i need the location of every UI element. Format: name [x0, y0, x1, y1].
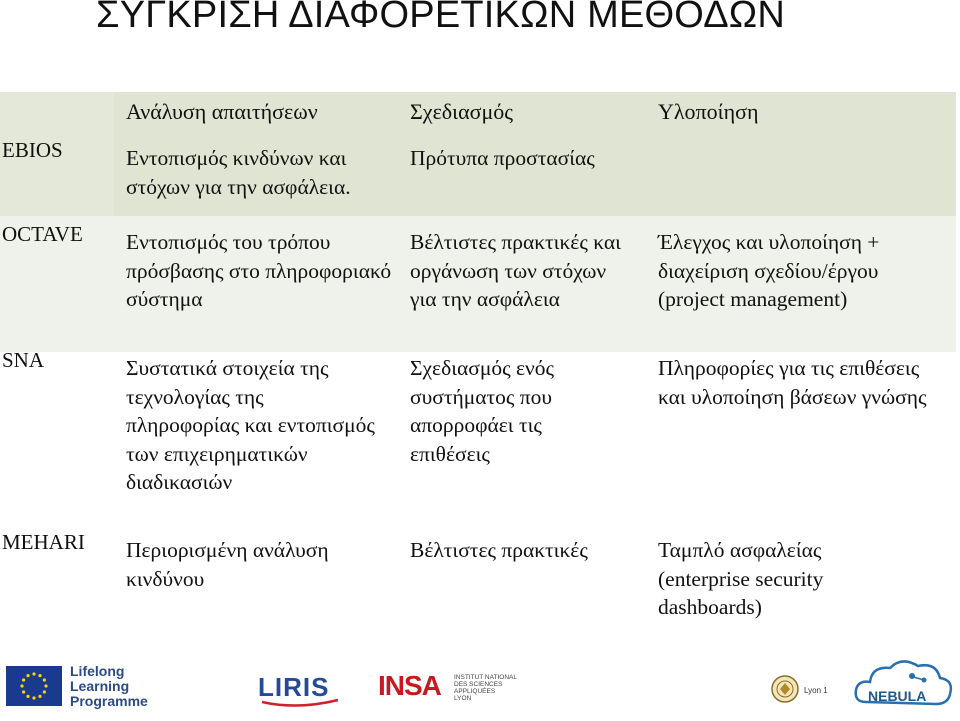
insa-logo: [378, 670, 441, 702]
insa-text: INSA: [378, 670, 441, 701]
table-cell: Πρότυπα προστασίας: [410, 146, 595, 170]
row-label-octave: OCTAVE: [2, 222, 83, 246]
lifelong-learning-logo: [70, 664, 148, 709]
eu-star: [32, 672, 35, 675]
liris-logo: [258, 672, 329, 703]
insa-sub-line: DES SCIENCES: [454, 681, 503, 688]
table-cell: Εντοπισμός του τρόπου πρόσβασης στο πληροφοριακό σύστημα: [126, 230, 392, 311]
eu-star: [26, 674, 29, 677]
table-cell: Ταμπλό ασφαλείας (enterprise security dashboards): [658, 538, 824, 619]
lyon1-seal-icon: [770, 674, 800, 709]
insa-sub-line: INSTITUT NATIONAL: [454, 674, 517, 681]
table-cell: Συστατικά στοιχεία της τεχνολογίας της πληροφορίας και εντοπισμός των επιχειρηματικών διαδικασιών: [126, 356, 375, 494]
lifelong-line: Learning: [70, 678, 130, 694]
eu-star: [44, 684, 47, 687]
lifelong-line: Lifelong: [70, 663, 125, 679]
eu-star: [22, 690, 25, 693]
insa-sub-line: LYON: [454, 695, 472, 702]
row-label-ebios: EBIOS: [2, 138, 63, 162]
footer-logos: [0, 650, 960, 718]
eu-star: [43, 678, 46, 681]
eu-star: [43, 690, 46, 693]
eu-star: [26, 695, 29, 698]
liris-text: LIRIS: [258, 672, 330, 702]
eu-star: [32, 696, 35, 699]
column-header-implementation: Υλοποίηση: [658, 99, 759, 124]
table-cell: Εντοπισμός κινδύνων και στόχων για την ασφάλεια.: [126, 146, 351, 199]
page-title: ΣΥΓΚΡΙΣΗ ΔΙΑΦΟΡΕΤΙΚΩΝ ΜΕΘΟΔΩΝ: [96, 0, 786, 36]
eu-star: [22, 678, 25, 681]
lyon1-text: Lyon 1: [804, 686, 828, 695]
row-label-sna: SNA: [2, 348, 45, 372]
table-cell: Βέλτιστες πρακτικές και οργάνωση των στόχων για την ασφάλεια: [410, 230, 621, 311]
table-cell: Πληροφορίες για τις επιθέσεις και υλοποίηση βάσεων γνώσης: [658, 356, 927, 409]
comparison-table: [0, 92, 960, 644]
nebula-text: NEBULA: [868, 688, 927, 704]
table-cell: Έλεγχος και υλοποίηση + διαχείριση σχεδίου/έργου (project management): [658, 230, 880, 311]
table-cell: Περιορισμένη ανάλυση κινδύνου: [126, 538, 329, 591]
insa-sub-line: APPLIQUÉES: [454, 688, 496, 695]
eu-star: [38, 674, 41, 677]
eu-flag-icon: [6, 666, 62, 711]
column-header-requirements: Ανάλυση απαιτήσεων: [126, 99, 318, 124]
column-header-design: Σχεδιασμός: [410, 99, 513, 124]
insa-subtitle: [454, 674, 517, 702]
table-cell: Σχεδιασμός ενός συστήματος που απορροφάει τις επιθέσεις: [410, 356, 555, 466]
row-label-mehari: MEHARI: [2, 530, 85, 554]
eu-star: [38, 695, 41, 698]
eu-star: [20, 684, 23, 687]
lifelong-line: Programme: [70, 693, 148, 709]
table-cell: Βέλτιστες πρακτικές: [410, 538, 588, 562]
